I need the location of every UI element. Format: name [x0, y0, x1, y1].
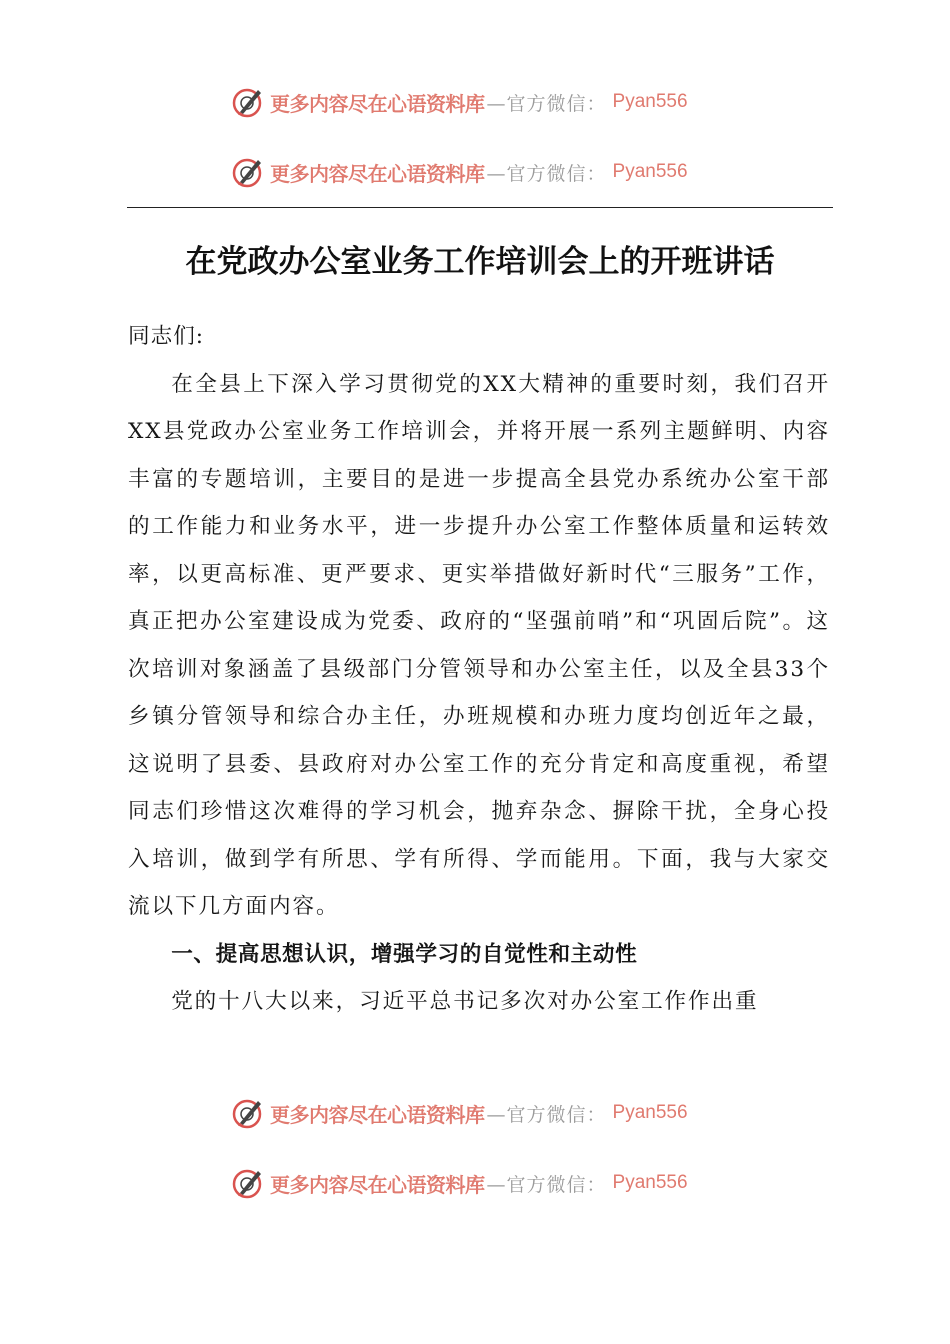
pen-in-circle-logo-icon	[230, 1095, 266, 1131]
watermark-main-text: 更多内容尽在心语资料库	[270, 91, 485, 116]
watermark-banner	[230, 82, 750, 122]
header-divider	[127, 207, 833, 208]
watermark-sub-text: —官方微信：	[486, 1173, 607, 1196]
watermark-main-text: 更多内容尽在心语资料库	[270, 1172, 485, 1197]
watermark-banner	[230, 1093, 750, 1133]
watermark-banner	[230, 1163, 750, 1203]
watermark-wechat-id: Pyan556	[612, 1102, 688, 1123]
watermark-main-text: 更多内容尽在心语资料库	[270, 161, 485, 186]
watermark-sub-text: —官方微信：	[486, 92, 607, 115]
watermark-wechat-id: Pyan556	[612, 161, 688, 182]
watermark-wechat-id: Pyan556	[612, 91, 688, 112]
greeting: 同志们:	[128, 324, 205, 349]
document-body	[128, 313, 830, 1026]
watermark-main-text: 更多内容尽在心语资料库	[270, 1102, 485, 1127]
body-paragraph: 党的十八大以来，习近平总书记多次对办公室工作作出重	[171, 989, 759, 1014]
pen-in-circle-logo-icon	[230, 1165, 266, 1201]
watermark-sub-text: —官方微信：	[486, 162, 607, 185]
watermark-banner	[230, 152, 750, 192]
watermark-sub-text: —官方微信：	[486, 1103, 607, 1126]
section-heading: 一、提高思想认识，增强学习的自觉性和主动性	[171, 941, 638, 967]
document-title: 在党政办公室业务工作培训会上的开班讲话	[185, 244, 775, 280]
watermark-wechat-id: Pyan556	[612, 1172, 688, 1193]
pen-in-circle-logo-icon	[230, 84, 266, 120]
body-paragraph: 在全县上下深入学习贯彻党的XX大精神的重要时刻，我们召开XX县党政办公室业务工作培训会，并将开展一系列主题鲜明、内容丰富的专题培训，主要目的是进一步提高全县党办系统办公室干部的工作能力和业务水平，进一步提升办公室工作整体质量和运转效率，以更高标准、更严要求、更实举措做好新时代“三服务”工作，真正把办公室建设成为党委、政府的“坚强前哨”和“巩固后院”。这次培训对象涵盖了县级部门分管领导和办公室主任，以及全县33个乡镇分管领导和综合办主任，办班规模和办班力度均创近年之最，这说明了县委、县政府对办公室工作的充分肯定和高度重视，希望同志们珍惜这次难得的学习机会，抛弃杂念、摒除干扰，全身心投入培训，做到学有所思、学有所得、学而能用。下面，我与大家交流以下几方面内容。	[128, 371, 830, 919]
pen-in-circle-logo-icon	[230, 154, 266, 190]
